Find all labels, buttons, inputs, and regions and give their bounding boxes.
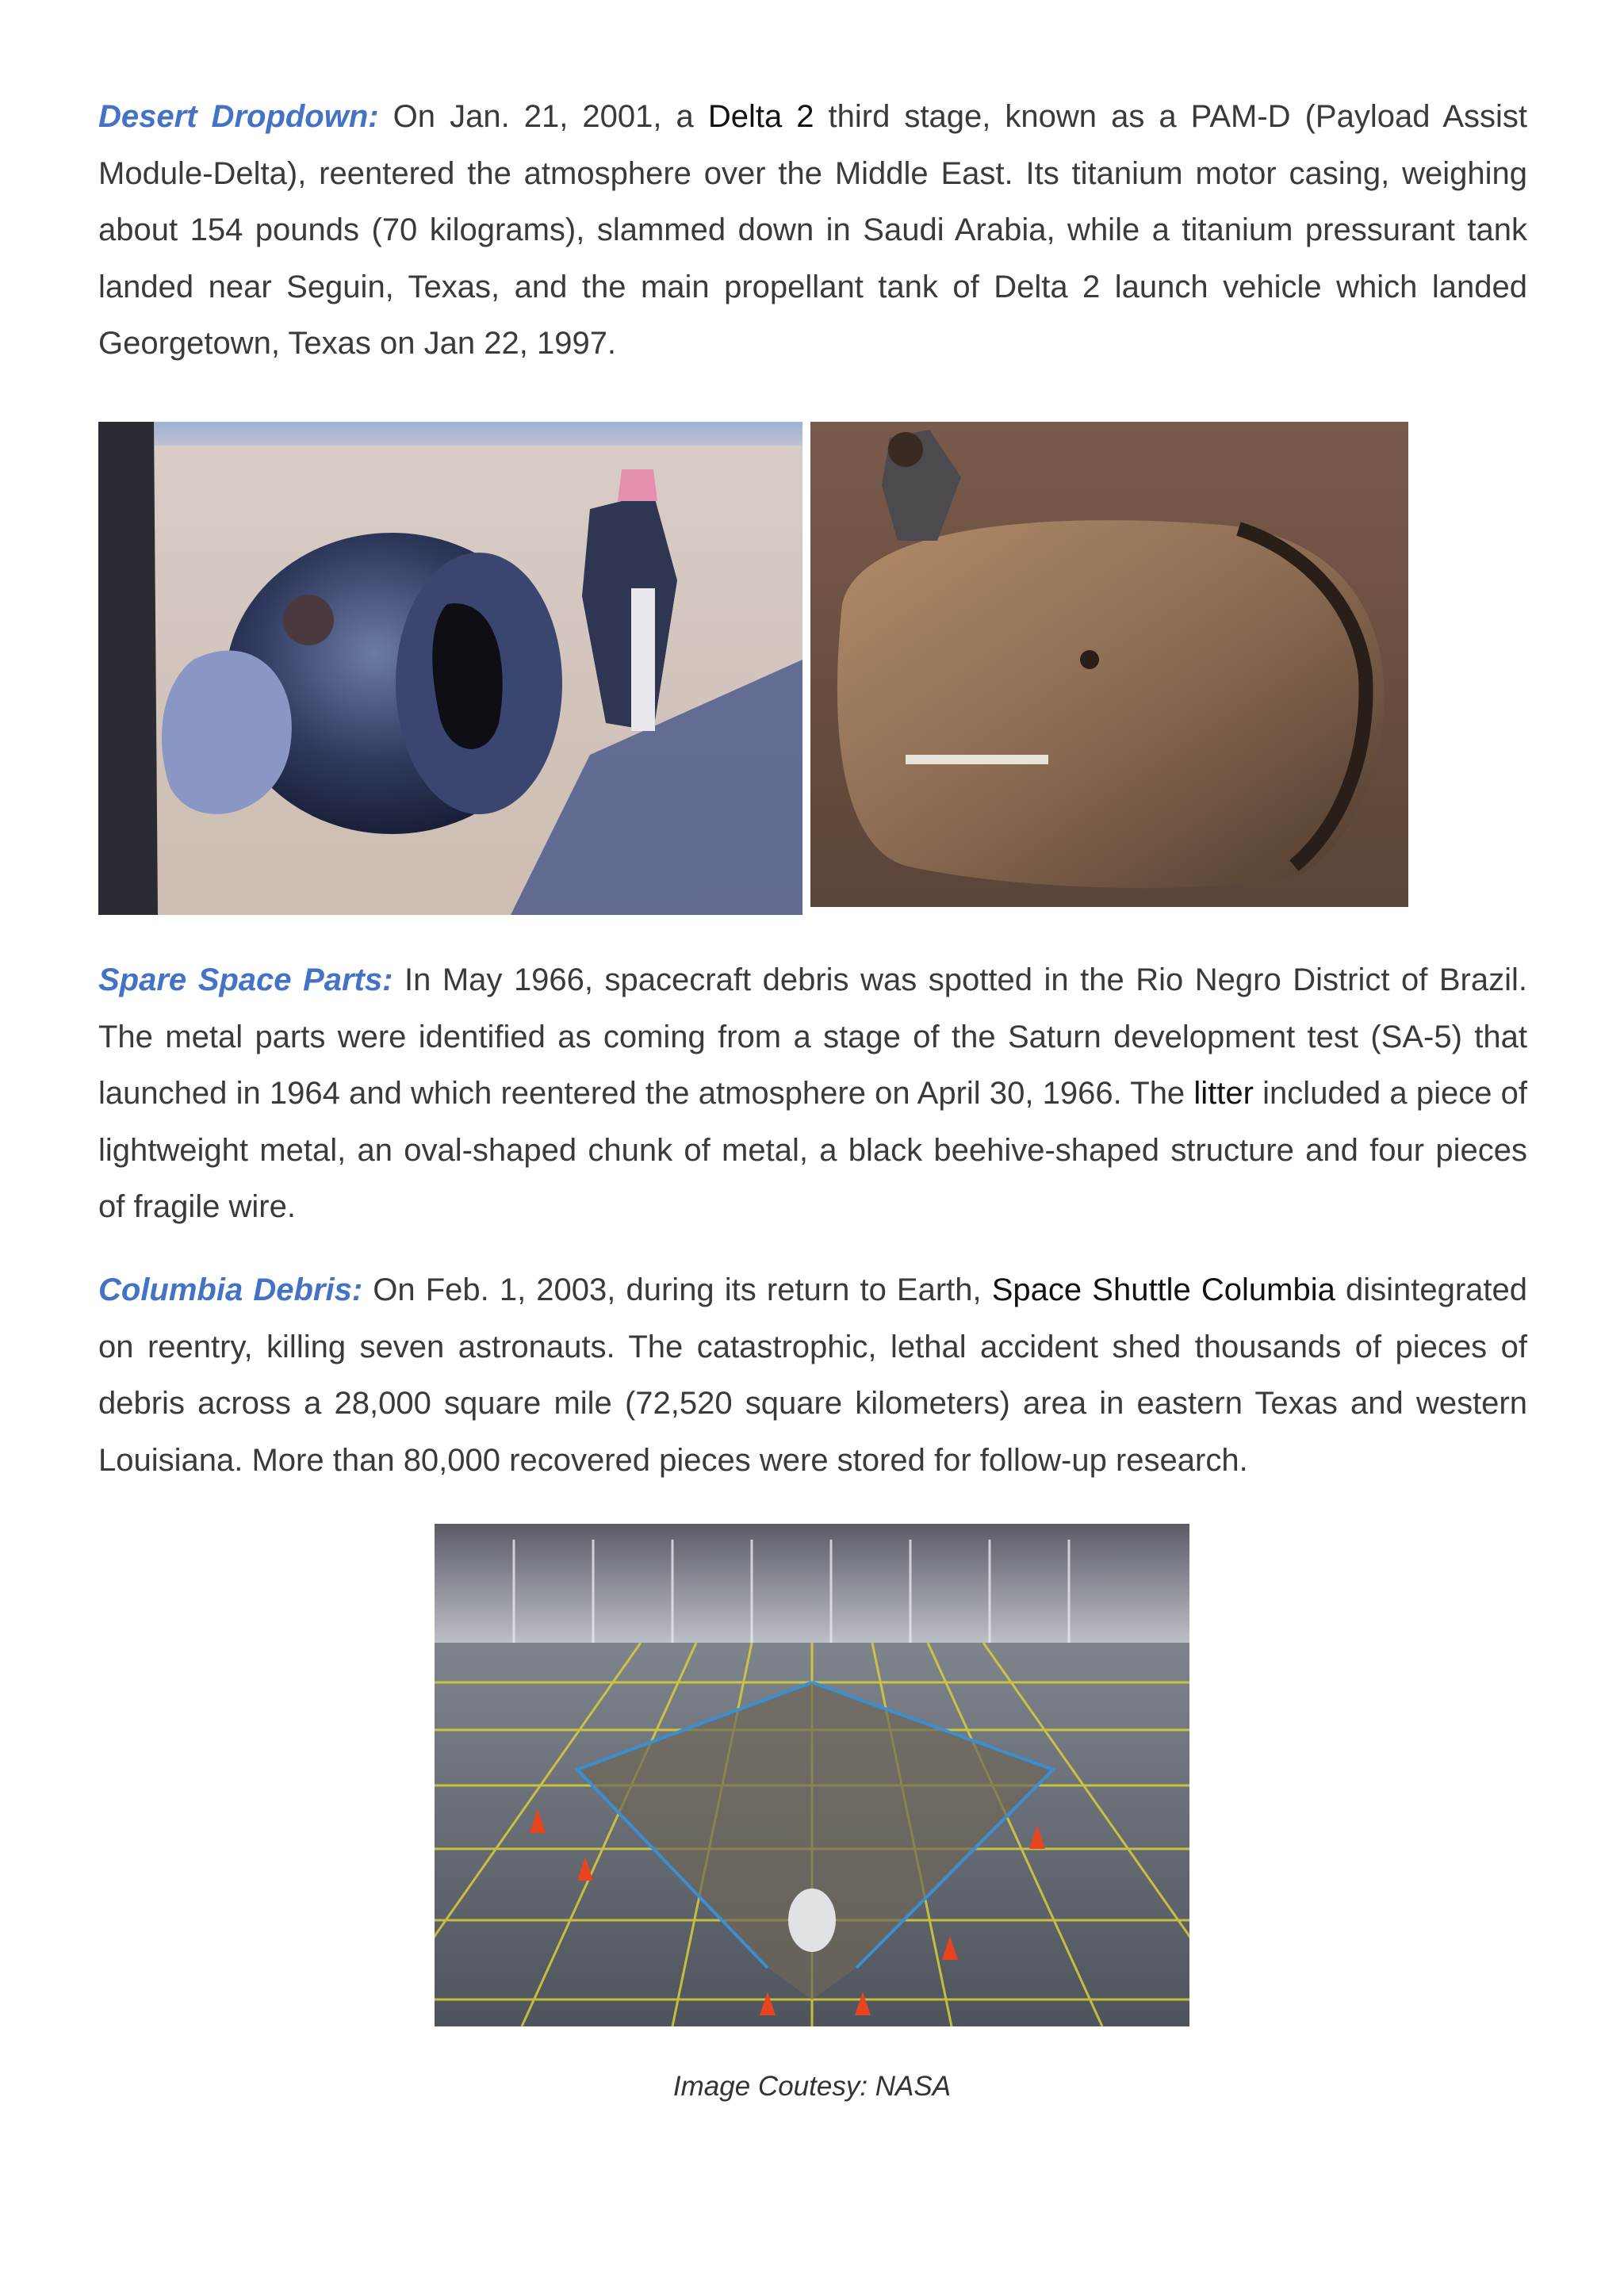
litter-link[interactable]: litter (1193, 1076, 1254, 1111)
desert-text-part2: third stage, known as a PAM-D (Payload Assist Module-Delta), reentered the atmosphere over the Middle East. Its titanium motor casing, weighing about 154 pounds (70 kilograms), slammed down in Saudi Arabia, while a titanium pressurant tank landed near Seguin, Texas, and the main propellant tank of Delta 2 launch vehicle which landed Georgetown, Texas on Jan 22, 1997. (98, 99, 1527, 361)
spare-text-part1: In May 1966, spacecraft debris was spotted in the Rio Negro District of Brazil. The metal parts were identified as coming from a stage of the Saturn development test (SA-5) that launched in 1964 and which reentered the atmosphere on April 30, 1966. The (98, 962, 1527, 1111)
desert-text-part1: On Jan. 21, 2001, a (378, 99, 708, 134)
paragraph-spare-space-parts (98, 952, 1527, 1236)
image-caption: Image Coutesy: NASA (672, 2071, 952, 2102)
photo-propellant-tank-field (810, 422, 1408, 907)
columbia-text-part2: disintegrated on reentry, killing seven astronauts. The catastrophic, lethal accident shed thousands of pieces of debris across a 28,000 square mile (72,520 square kilometers) area in eastern Texas and western Louisiana. More than 80,000 recovered pieces were stored for follow-up research. (98, 1272, 1528, 1478)
heading-columbia-debris: Columbia Debris: (98, 1272, 363, 1307)
heading-desert-dropdown: Desert Dropdown: (98, 99, 379, 134)
paragraph-columbia-debris (98, 1262, 1527, 1489)
delta-2-link[interactable]: Delta 2 (707, 99, 814, 134)
paragraph-desert-dropdown (98, 89, 1527, 373)
photo-columbia-debris-hangar (435, 1524, 1189, 2026)
heading-spare-space-parts: Spare Space Parts: (98, 962, 393, 997)
columbia-text-part1: On Feb. 1, 2003, during its return to Earth, (362, 1272, 992, 1307)
space-shuttle-columbia-link[interactable]: Space Shuttle Columbia (991, 1272, 1335, 1307)
spare-text-part2: included a piece of lightweight metal, an oval-shaped chunk of metal, a black beehive-shaped structure and four pieces of fragile wire. (98, 1076, 1528, 1224)
photo-motor-casing-desert (98, 422, 802, 915)
